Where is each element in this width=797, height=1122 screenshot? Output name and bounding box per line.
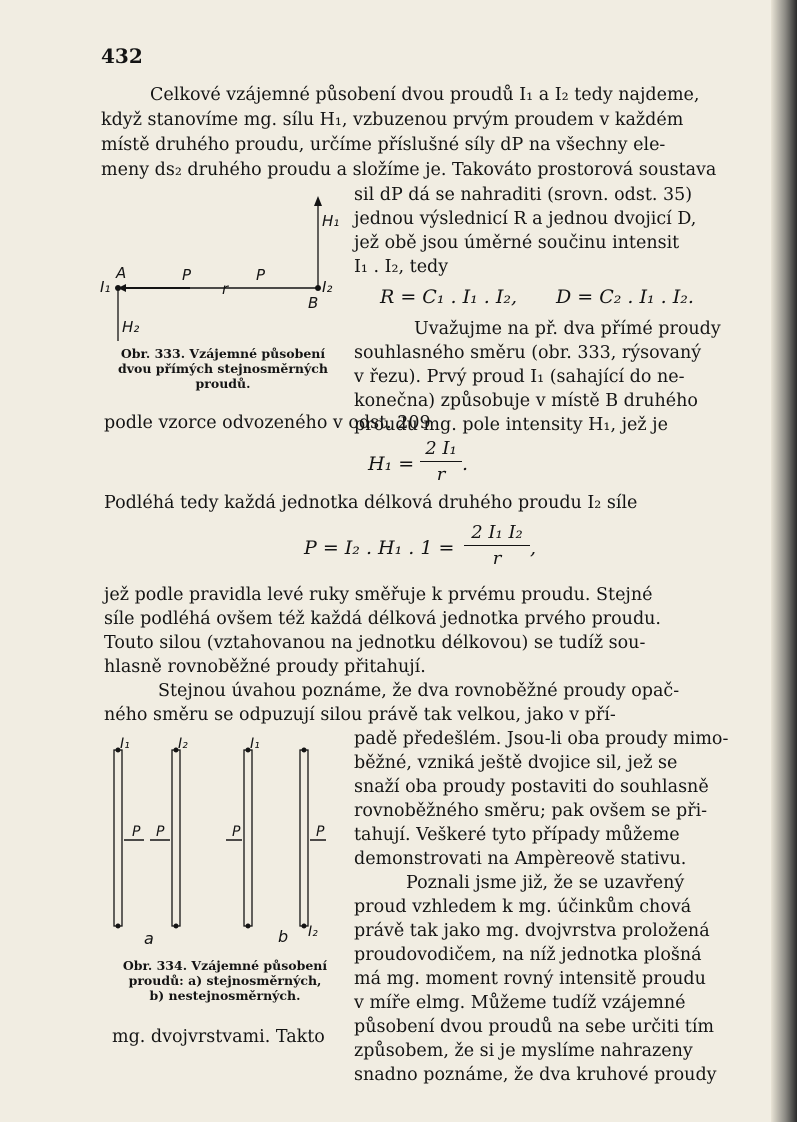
text-line: Poznali jsme již, že se uzavřený bbox=[406, 873, 685, 893]
figure-333 bbox=[100, 196, 340, 336]
conductor-b-2 bbox=[300, 750, 308, 926]
numerator: 2 I₁ I₂ bbox=[471, 522, 523, 543]
page-number: 432 bbox=[101, 44, 143, 68]
label-P-left: P bbox=[182, 266, 192, 284]
text-line: proudovodičem, na níž jednotka plošná bbox=[354, 945, 702, 965]
text-line: sil dP dá se nahraditi (srovn. odst. 35) bbox=[354, 185, 693, 205]
conductor-end bbox=[302, 748, 307, 753]
denominator: r bbox=[492, 548, 502, 569]
text-line: meny ds₂ druhého proudu a složíme je. Takováto prostorová soustava bbox=[101, 160, 717, 180]
conductor-end bbox=[302, 924, 307, 929]
formula-H1-lhs: H₁ = bbox=[368, 453, 415, 475]
equation-D: D = C₂ . I₁ . I₂. bbox=[556, 286, 694, 308]
label-P: P bbox=[132, 824, 141, 840]
figure-334-caption bbox=[100, 958, 350, 1003]
conductor-b-1 bbox=[244, 750, 252, 926]
text-line: má mg. moment rovný intensitě proudu bbox=[354, 969, 706, 989]
text-line: v řezu). Prvý proud I₁ (sahající do ne- bbox=[354, 367, 685, 387]
formula-H1-fraction bbox=[420, 438, 462, 485]
text-line: způsobem, že si je myslíme nahrazeny bbox=[354, 1041, 693, 1061]
caption-line: proudů: a) stejnosměrných, bbox=[128, 973, 322, 988]
text-line: padě předešlém. Jsou-li oba proudy mimo- bbox=[354, 729, 729, 749]
text-line: místě druhého proudu, určíme příslušné síly dP na všechny ele- bbox=[101, 135, 666, 155]
equation-R: R = C₁ . I₁ . I₂, bbox=[380, 286, 517, 308]
text-line: mg. dvojvrstvami. Takto bbox=[112, 1027, 325, 1047]
text-line: proud vzhledem k mg. účinkům chová bbox=[354, 897, 692, 917]
label-r: r bbox=[222, 280, 229, 298]
figure-334a bbox=[114, 736, 188, 948]
text-line: běžné, vzniká ještě dvojice sil, jež se bbox=[354, 753, 678, 773]
denominator: r bbox=[436, 464, 446, 485]
label-P: P bbox=[232, 824, 241, 840]
text-line: Podléhá tedy každá jednotka délková druhého proudu I₂ síle bbox=[104, 493, 638, 513]
caption-line: Obr. 334. Vzájemné působení bbox=[122, 958, 328, 973]
text-line: Uvažujme na př. dva přímé proudy bbox=[414, 319, 721, 339]
text-line: hlasně rovnoběžné proudy přitahují. bbox=[104, 657, 426, 677]
formula-H1-end: . bbox=[462, 453, 469, 475]
label-H1: H₁ bbox=[322, 212, 340, 230]
label-b: b bbox=[278, 927, 289, 946]
label-I2: I₂ bbox=[322, 278, 333, 296]
numerator: 2 I₁ bbox=[425, 438, 457, 459]
text-line: souhlasného směru (obr. 333, rýsovaný bbox=[354, 343, 702, 363]
text-line: Touto silou (vztahovanou na jednotku délkovou) se tudíž sou- bbox=[104, 633, 646, 653]
conductor-end bbox=[174, 924, 179, 929]
label-H2: H₂ bbox=[122, 318, 140, 336]
field-arrow-H1-head bbox=[314, 196, 322, 206]
conductor-end bbox=[116, 924, 121, 929]
text-line: podle vzorce odvozeného v odst. 209 bbox=[104, 413, 431, 433]
label-I1: I₁ bbox=[120, 736, 130, 752]
text-line: snaží oba proudy postaviti do souhlasně bbox=[354, 777, 709, 797]
label-I1: I₁ bbox=[250, 736, 260, 752]
text-line: demonstrovati na Ampèreově stativu. bbox=[354, 849, 687, 869]
text-line: jednou výslednicí R a jednou dvojicí D, bbox=[354, 209, 697, 229]
conductor-a-1 bbox=[114, 750, 122, 926]
text-line: jež obě jsou úměrné součinu intensit bbox=[354, 233, 680, 253]
conductor-a-2 bbox=[172, 750, 180, 926]
caption-line: dvou přímých stejnosměrných bbox=[118, 361, 328, 376]
formula-P-fraction bbox=[464, 522, 530, 569]
label-I2: I₂ bbox=[178, 736, 188, 752]
label-P: P bbox=[316, 824, 325, 840]
label-B: B bbox=[308, 294, 319, 312]
text-line: působení dvou proudů na sebe určiti tím bbox=[354, 1017, 715, 1037]
text-line: konečna) způsobuje v místě B druhého bbox=[354, 391, 698, 411]
label-P: P bbox=[156, 824, 165, 840]
current-I2 bbox=[315, 285, 321, 291]
text-line: I₁ . I₂, tedy bbox=[354, 257, 449, 277]
current-I1 bbox=[115, 285, 121, 291]
page-edge-shadow bbox=[771, 0, 797, 1122]
text-line: rovnoběžného směru; pak ovšem se při- bbox=[354, 801, 708, 821]
text-line: proudu mg. pole intensity H₁, jež je bbox=[354, 415, 668, 435]
figure-334b bbox=[226, 736, 326, 946]
figure-333-caption bbox=[100, 346, 346, 391]
text-line: ného směru se odpuzují silou právě tak velkou, jako v pří- bbox=[104, 705, 616, 725]
text-line: Celkové vzájemné působení dvou proudů I₁ a I₂ tedy najdeme, bbox=[150, 85, 700, 105]
text-line: síle podléhá ovšem též každá délková jednotka prvého proudu. bbox=[104, 609, 661, 629]
text-line: Stejnou úvahou poznáme, že dva rovnoběžné proudy opač- bbox=[158, 681, 680, 701]
text-line: právě tak jako mg. dvojvrstva proložená bbox=[354, 921, 710, 941]
conductor-end bbox=[246, 924, 251, 929]
caption-line: b) nestejnosměrných. bbox=[149, 988, 301, 1003]
text-line: jež podle pravidla levé ruky směřuje k prvému proudu. Stejné bbox=[104, 585, 653, 605]
formula-P-end: , bbox=[530, 537, 537, 559]
formula-P-lhs: P = I₂ . H₁ . 1 = bbox=[304, 537, 455, 559]
text-line: když stanovíme mg. sílu H₁, vzbuzenou prvým proudem v každém bbox=[101, 110, 684, 130]
label-I1: I₁ bbox=[100, 278, 111, 296]
figure-334 bbox=[104, 736, 334, 948]
label-a: a bbox=[144, 929, 154, 948]
label-A: A bbox=[116, 264, 127, 282]
label-P-right: P bbox=[256, 266, 266, 284]
caption-line: Obr. 333. Vzájemné působení bbox=[120, 346, 326, 361]
caption-line: proudů. bbox=[195, 376, 251, 391]
text-line: v míře elmg. Můžeme tudíž vzájemné bbox=[354, 993, 686, 1013]
text-line: tahují. Veškeré tyto případy můžeme bbox=[354, 825, 680, 845]
text-line: snadno poznáme, že dva kruhové proudy bbox=[354, 1065, 717, 1085]
label-I2: I₂ bbox=[308, 924, 318, 940]
